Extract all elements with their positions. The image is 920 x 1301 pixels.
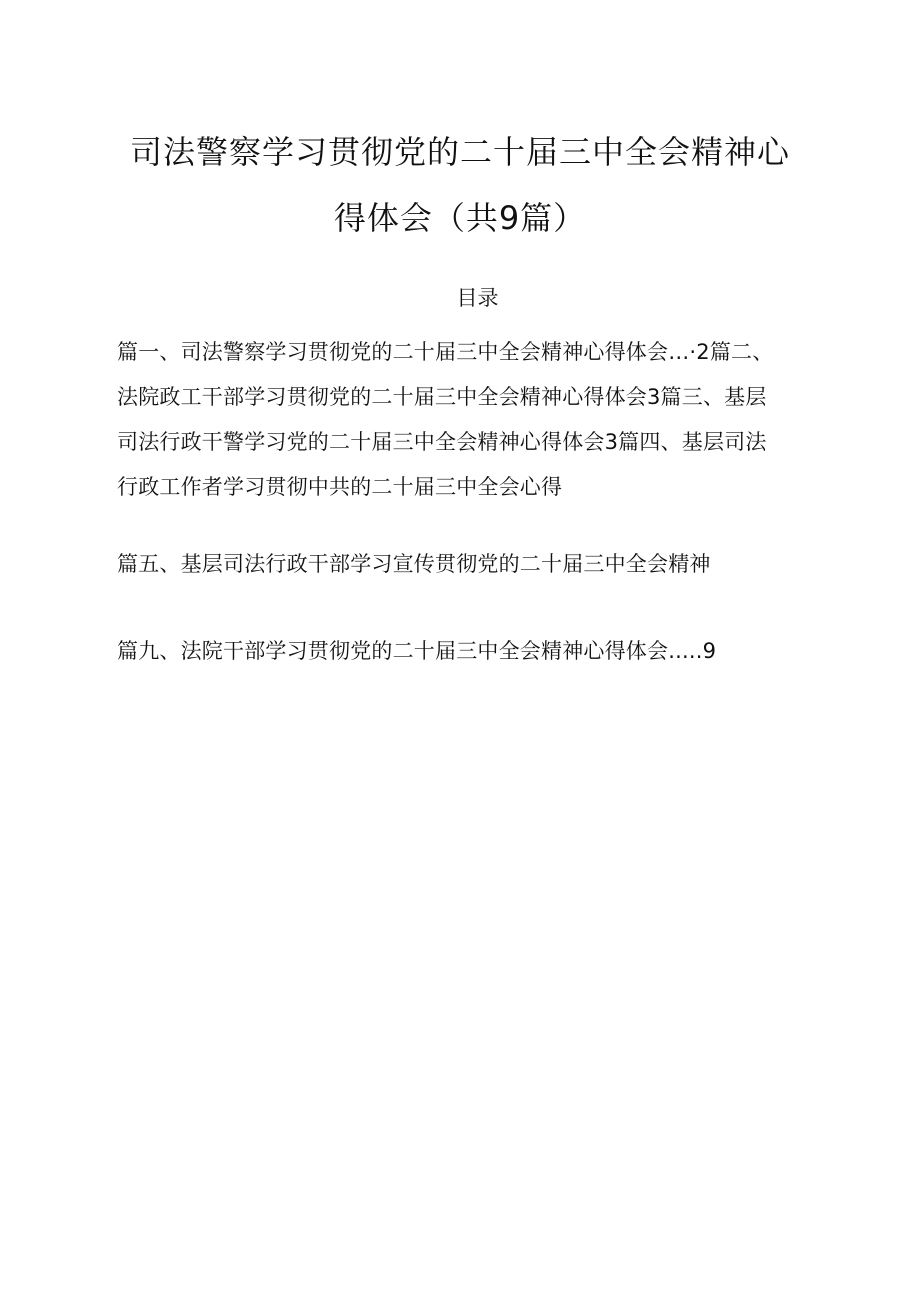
document-title-line-2: 得体会（共9篇） [333, 199, 587, 237]
document-title-line-1: 司法警察学习贯彻党的二十届三中全会精神心 [129, 133, 790, 171]
toc-entry-5: 篇五、基层司法行政干部学习宣传贯彻党的二十届三中全会精神 [117, 552, 711, 576]
toc-entry-9: 篇九、法院干部学习贯彻党的二十届三中全会精神心得体会.....9 [117, 639, 717, 663]
toc-paragraph: 篇一、司法警察学习贯彻党的二十届三中全会精神心得体会…·2篇二、 法院政工干部学习贯彻党的二十届三中全会精神心得体会3篇三、基层 司法行政干警学习党的二十届三中全会精神心得体会3篇四、基层司法 行政工作者学习贯彻中共的二十届三中全会心得 [117, 340, 774, 499]
toc-heading: 目录 [456, 286, 499, 310]
